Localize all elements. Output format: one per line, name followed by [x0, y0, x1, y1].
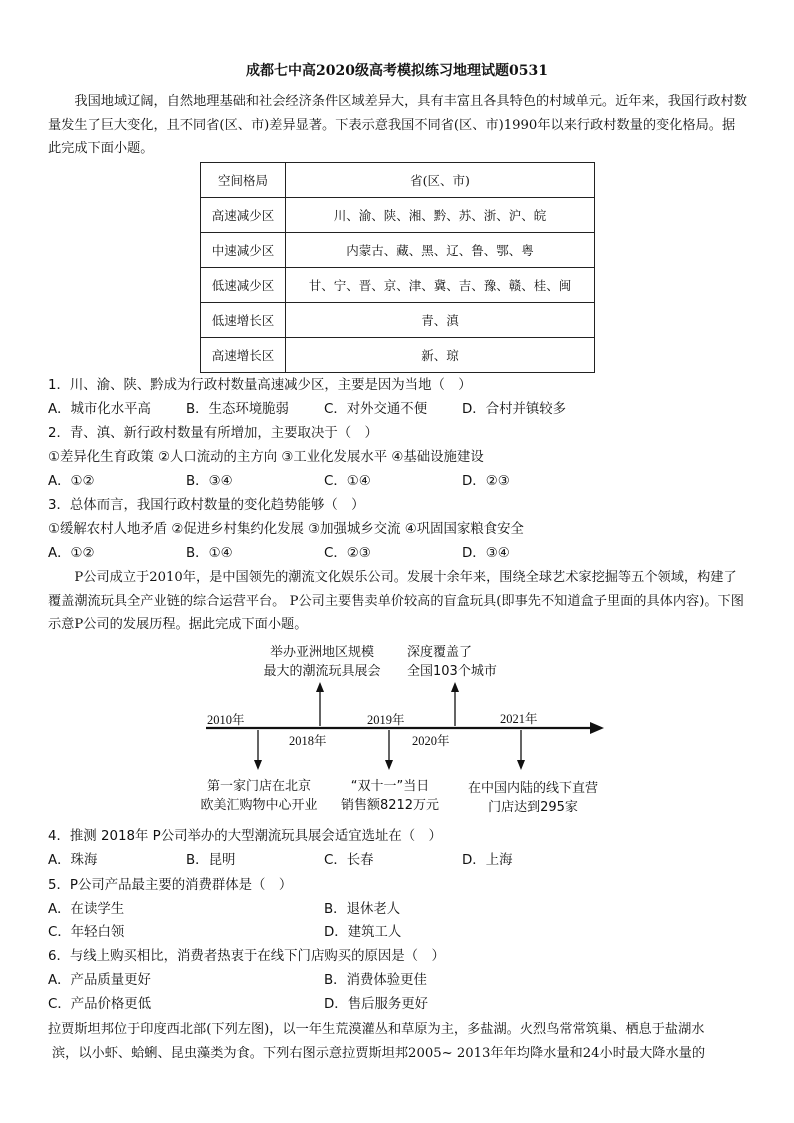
question-1-option-b: B．生态环境脆弱	[186, 402, 289, 417]
question-6-stem: 6．与线上购买相比，消费者热衷于在线下门店购买的原因是（ ）	[48, 949, 445, 964]
question-3-option-b: B．①④	[186, 546, 233, 561]
table-row	[201, 303, 595, 338]
question-1-option-a: A．城市化水平高	[48, 402, 151, 417]
question-2-option-c: C．①④	[324, 474, 371, 489]
question-6-option-b: B．消费体验更佳	[324, 973, 427, 988]
question-3-option-d: D．③④	[462, 546, 510, 561]
timeline-event: “双十一”当日 销售额8212万元	[340, 779, 440, 813]
question-1-option-c: C．对外交通不便	[324, 402, 428, 417]
table-row	[201, 233, 595, 268]
question-5-option-d: D．建筑工人	[324, 925, 402, 940]
question-3-option-a: A．①②	[48, 546, 95, 561]
question-6-option-c: C．产品价格更低	[48, 997, 152, 1012]
question-2-items: ①差异化生育政策 ②人口流动的主方向 ③工业化发展水平 ④基础设施建设	[48, 450, 484, 465]
event-arrow-up	[451, 682, 459, 692]
table-cell: 内蒙古、藏、黑、辽、鲁、鄂、粤	[286, 233, 595, 268]
question-3-stem: 3．总体而言，我国行政村数量的变化趋势能够（ ）	[48, 498, 365, 513]
passage-3-line-2: 滨，以小虾、蛤蜊、昆虫藻类为食。下列右图示意拉贾斯坦邦2005~ 2013年年均降水量和24小时最大降水量的	[52, 1046, 706, 1061]
question-4-option-c: C．长春	[324, 853, 374, 868]
question-5-option-b: B．退休老人	[324, 902, 401, 917]
page-title: 成都七中高2020级高考模拟练习地理试题0531	[246, 63, 548, 79]
table-cell: 高速增长区	[201, 338, 286, 373]
question-4-option-d: D．上海	[462, 853, 513, 868]
question-5-stem: 5．P公司产品最主要的消费群体是（ ）	[48, 878, 293, 893]
question-5-option-c: C．年轻白领	[48, 925, 125, 940]
question-6-option-d: D．售后服务更好	[324, 997, 429, 1012]
passage-1: 我国地域辽阔，自然地理基础和社会经济条件区域差异大，具有丰富且各具特色的村域单元。近年来，我国行政村数量发生了巨大变化，且不同省(区、市)差异显著。下表示意我国不同省(区、市)1990年以来行政村数量的变化格局。据此完成下面小题。	[48, 94, 747, 156]
table-cell: 川、渝、陕、湘、黔、苏、浙、沪、皖	[286, 198, 595, 233]
question-4-stem: 4．推测 2018年 P公司举办的大型潮流玩具展会适宜选址在（ ）	[48, 829, 442, 844]
question-6-option-a: A．产品质量更好	[48, 973, 151, 988]
timeline-event: 在中国内陆的线下直营 门店达到295家	[467, 781, 598, 815]
question-4-option-a: A．珠海	[48, 853, 98, 868]
event-arrow-down	[254, 760, 262, 770]
table-cell: 高速减少区	[201, 198, 286, 233]
table-cell: 青、滇	[286, 303, 595, 338]
timeline-year: 2018年	[289, 734, 327, 748]
question-2-stem: 2．青、滇、新行政村数量有所增加，主要取决于（ ）	[48, 426, 378, 441]
table-header: 省(区、市)	[286, 163, 595, 198]
table-cell: 甘、宁、晋、京、津、冀、吉、豫、赣、桂、闽	[286, 268, 595, 303]
question-1-stem: 1．川、渝、陕、黔成为行政村数量高速减少区，主要是因为当地（ ）	[48, 378, 472, 393]
table-cell: 低速减少区	[201, 268, 286, 303]
table-header: 空间格局	[201, 163, 286, 198]
question-4-option-b: B．昆明	[186, 853, 236, 868]
table-cell: 低速增长区	[201, 303, 286, 338]
table-row	[201, 268, 595, 303]
table-row	[201, 338, 595, 373]
timeline-event: 举办亚洲地区规模 最大的潮流玩具展会	[263, 645, 381, 679]
passage-2: P公司成立于2010年，是中国领先的潮流文化娱乐公司。发展十余年来，围绕全球艺术家挖掘等五个领域，构建了覆盖潮流玩具全产业链的综合运营平台。 P公司主要售卖单价较高的盲盒玩具(即事先不知道盒子里面的具体内容)。下图示意P公司的发展历程。据此完成下面小题。	[48, 570, 744, 632]
question-1-option-d: D．合村并镇较多	[462, 402, 567, 417]
timeline-year: 2020年	[412, 734, 450, 748]
timeline-year: 2019年	[367, 713, 405, 727]
timeline-year: 2021年	[500, 712, 538, 726]
event-arrow-down	[517, 760, 525, 770]
question-2-option-a: A．①②	[48, 474, 95, 489]
timeline-event: 第一家门店在北京 欧美汇购物中心开业	[200, 779, 318, 813]
question-2-option-b: B．③④	[186, 474, 233, 489]
event-arrow-up	[316, 682, 324, 692]
table-cell: 新、琼	[286, 338, 595, 373]
table-row	[201, 198, 595, 233]
event-arrow-down	[385, 760, 393, 770]
timeline-event: 深度覆盖了 全国103个城市	[407, 645, 497, 679]
question-5-option-a: A．在读学生	[48, 902, 125, 917]
question-3-items: ①缓解农村人地矛盾 ②促进乡村集约化发展 ③加强城乡交流 ④巩固国家粮食安全	[48, 522, 524, 537]
question-2-option-d: D．②③	[462, 474, 510, 489]
passage-3-line-1: 拉贾斯坦邦位于印度西北部(下列左图)，以一年生荒漠灌丛和草原为主，多盐湖。火烈鸟常常筑巢、栖息于盐湖水	[48, 1022, 705, 1037]
table-cell: 中速减少区	[201, 233, 286, 268]
question-3-option-c: C．②③	[324, 546, 371, 561]
village-change-table	[200, 162, 595, 373]
timeline-year: 2010年	[207, 713, 245, 727]
timeline-arrowhead	[590, 722, 604, 734]
table-header-row	[201, 163, 595, 198]
